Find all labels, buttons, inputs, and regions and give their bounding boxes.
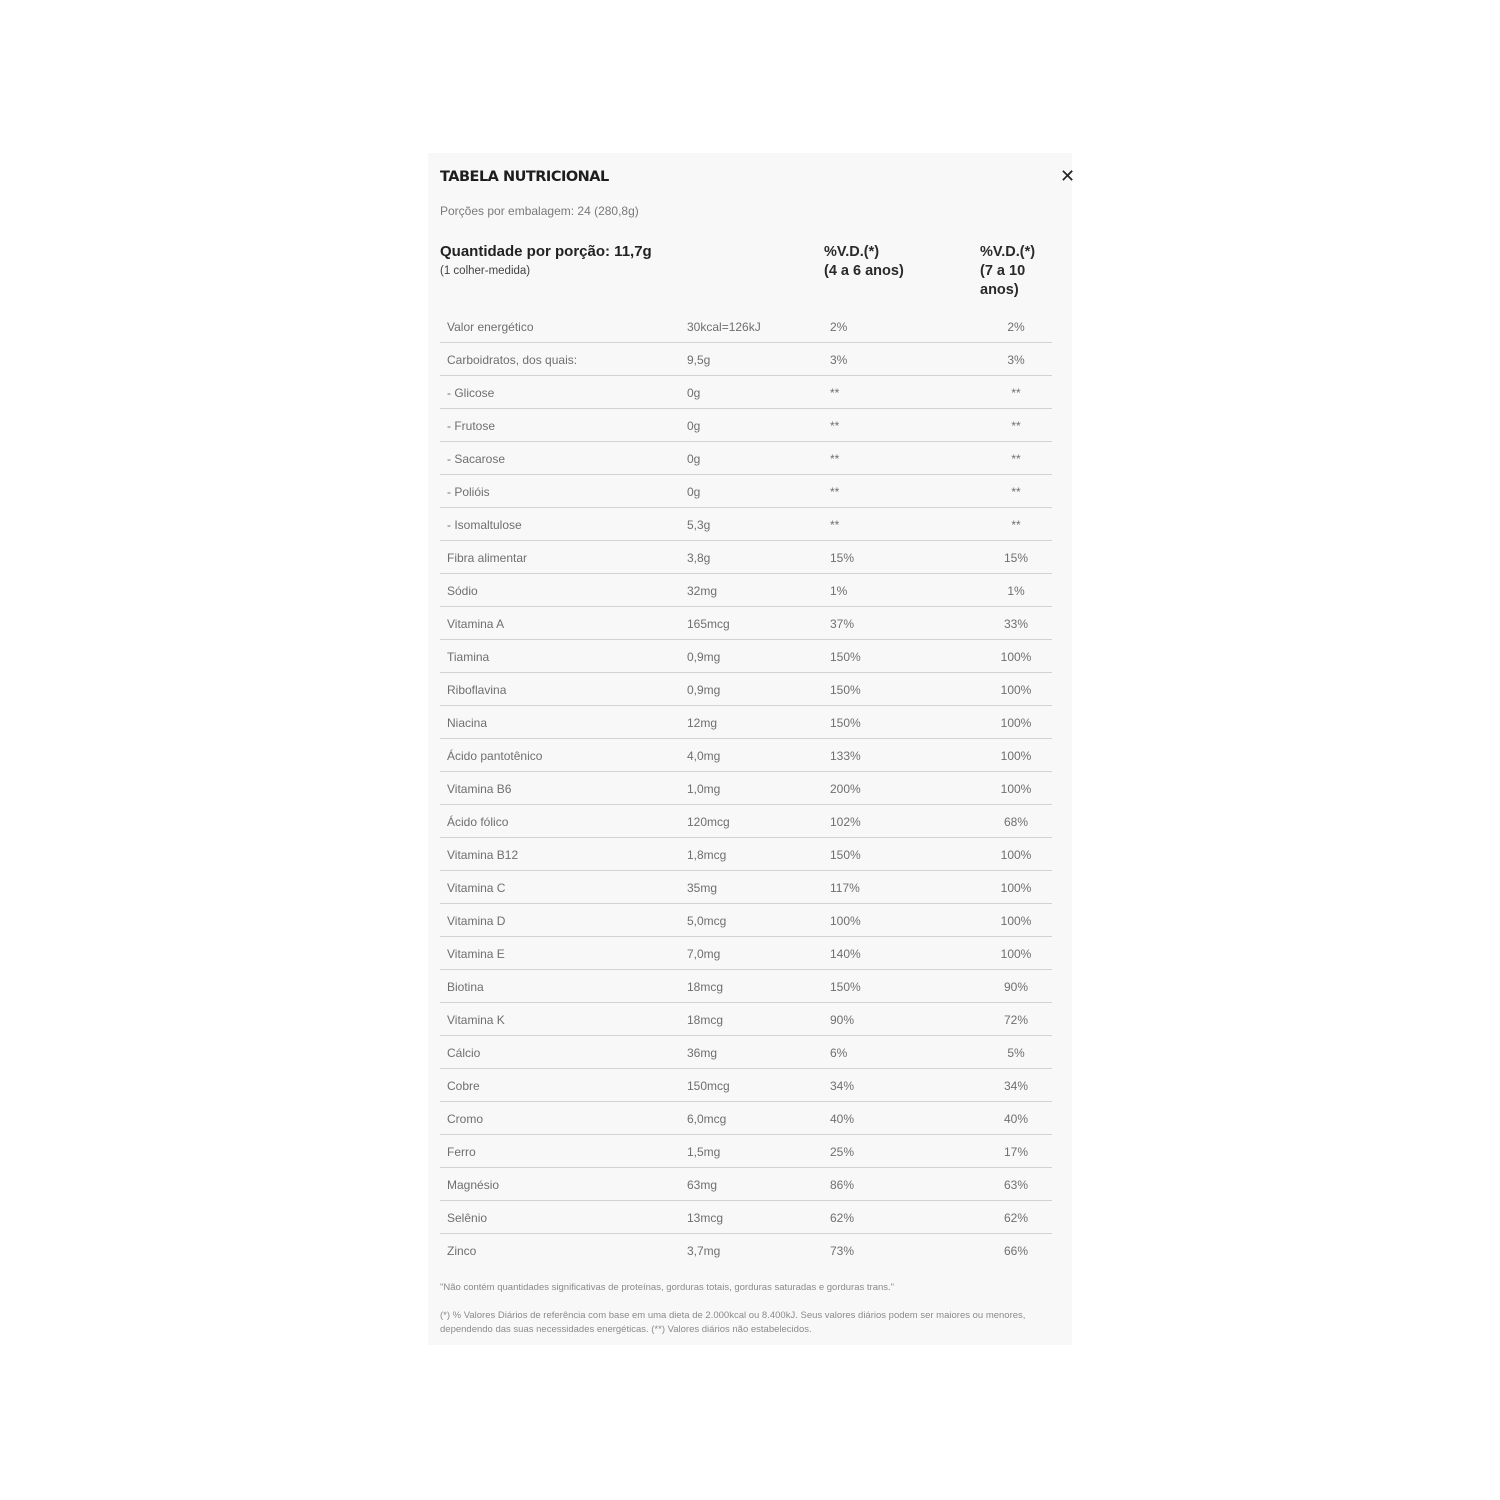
vd-4-6-value: 3% bbox=[830, 353, 848, 367]
vd-7-10-value: 100% bbox=[1000, 848, 1032, 862]
serving-quantity-header: Quantidade por porção: 11,7g bbox=[440, 243, 652, 260]
vd-4-6-value: 100% bbox=[830, 914, 861, 928]
nutrient-amount: 18mcg bbox=[687, 980, 724, 994]
nutrient-amount: 4,0mg bbox=[687, 749, 721, 763]
vd-7-10-value: 100% bbox=[1000, 716, 1032, 730]
table-row bbox=[440, 1168, 1052, 1201]
vd-7-10-value: 2% bbox=[1007, 320, 1025, 334]
nutrient-name: Cromo bbox=[447, 1112, 484, 1126]
table-row bbox=[440, 409, 1052, 442]
vd-4-6-value: ** bbox=[830, 419, 840, 433]
vd-4-6-value: 15% bbox=[830, 551, 855, 565]
table-row bbox=[440, 343, 1052, 376]
portions-text: Porções por embalagem: 24 (280,8g) bbox=[440, 204, 639, 218]
panel-title: TABELA NUTRICIONAL bbox=[440, 169, 609, 185]
table-row bbox=[440, 1201, 1052, 1234]
nutrient-amount: 0g bbox=[687, 485, 701, 499]
vd-4-6-value: 73% bbox=[830, 1244, 855, 1258]
nutrient-amount: 30kcal=126kJ bbox=[687, 320, 761, 334]
vd-4-6-value: 2% bbox=[830, 320, 848, 334]
nutrient-amount: 150mcg bbox=[687, 1079, 730, 1093]
table-row bbox=[440, 1036, 1052, 1069]
nutrient-amount: 165mcg bbox=[687, 617, 730, 631]
nutrient-name: - Isomaltulose bbox=[447, 518, 522, 532]
table-row bbox=[440, 640, 1052, 673]
nutrient-name: Vitamina B6 bbox=[447, 782, 512, 796]
vd-7-10-value: 100% bbox=[1000, 749, 1032, 763]
table-row bbox=[440, 706, 1052, 739]
vd-7-10-value: 100% bbox=[1000, 947, 1032, 961]
nutrient-name: Niacina bbox=[447, 716, 488, 730]
table-row bbox=[440, 508, 1052, 541]
nutrient-name: Selênio bbox=[447, 1211, 488, 1225]
nutrient-amount: 9,5g bbox=[687, 353, 711, 367]
nutrient-name: - Glicose bbox=[447, 386, 495, 400]
vd-4-6-value: 62% bbox=[830, 1211, 855, 1225]
vd-4-6-value: 1% bbox=[830, 584, 848, 598]
nutrient-amount: 0g bbox=[687, 386, 701, 400]
vd-4-6-value: 150% bbox=[830, 716, 861, 730]
nutrient-amount: 35mg bbox=[687, 881, 718, 895]
vd-7-10-value: 72% bbox=[1003, 1013, 1029, 1027]
nutrient-name: Vitamina D bbox=[447, 914, 506, 928]
table-row bbox=[440, 310, 1052, 343]
table-row bbox=[440, 1069, 1052, 1102]
nutrient-name: Valor energético bbox=[447, 320, 534, 334]
vd-7-10-value: 100% bbox=[1000, 782, 1032, 796]
nutrient-amount: 63mg bbox=[687, 1178, 718, 1192]
nutrient-amount: 36mg bbox=[687, 1046, 718, 1060]
nutrient-name: Riboflavina bbox=[447, 683, 507, 697]
table-row bbox=[440, 772, 1052, 805]
vd-4-6-value: 34% bbox=[830, 1079, 855, 1093]
vd-7-10-value: 90% bbox=[1003, 980, 1029, 994]
vd-4-6-value: 25% bbox=[830, 1145, 855, 1159]
footnote-daily-values: (*) % Valores Diários de referência com base em uma dieta de 2.000kcal ou 8.400kJ. Seus valores diários podem ser maiores ou menores, dependendo das suas necessidades energéticas. (**) Valores diários não estabelecidos. bbox=[440, 1310, 1026, 1335]
nutrient-name: Fibra alimentar bbox=[447, 551, 528, 565]
vd-4-6-value: 40% bbox=[830, 1112, 855, 1126]
vd-7-10-value: 68% bbox=[1003, 815, 1029, 829]
nutrient-amount: 13mcg bbox=[687, 1211, 724, 1225]
nutrient-name: Vitamina E bbox=[447, 947, 505, 961]
vd-4-6-value: 133% bbox=[830, 749, 861, 763]
nutrient-amount: 0,9mg bbox=[687, 683, 721, 697]
vd-7-10-value: 15% bbox=[1003, 551, 1029, 565]
vd-4-6-value: 150% bbox=[830, 683, 861, 697]
nutrient-name: Ácido pantotênico bbox=[447, 749, 543, 763]
table-row bbox=[440, 871, 1052, 904]
table-row bbox=[440, 970, 1052, 1003]
vd-4-6-value: 102% bbox=[830, 815, 861, 829]
nutrient-amount: 0,9mg bbox=[687, 650, 721, 664]
nutrient-amount: 12mg bbox=[687, 716, 718, 730]
vd-7-10-value: 40% bbox=[1003, 1112, 1029, 1126]
nutrient-amount: 0g bbox=[687, 452, 701, 466]
table-row bbox=[440, 904, 1052, 937]
vd-7-10-value: 62% bbox=[1003, 1211, 1029, 1225]
vd-7-10-value: 34% bbox=[1003, 1079, 1029, 1093]
vd-4-6-value: 150% bbox=[830, 848, 861, 862]
vd-4-6-value: 6% bbox=[830, 1046, 848, 1060]
vd-4-6-value: ** bbox=[830, 386, 840, 400]
table-row bbox=[440, 1135, 1052, 1168]
table-row bbox=[440, 442, 1052, 475]
nutrition-table bbox=[440, 310, 1052, 1266]
table-row bbox=[440, 475, 1052, 508]
table-row bbox=[440, 1003, 1052, 1036]
vd-4-6-value: 150% bbox=[830, 650, 861, 664]
nutrient-amount: 6,0mcg bbox=[687, 1112, 727, 1126]
nutrient-name: Vitamina A bbox=[447, 617, 505, 631]
table-row bbox=[440, 1102, 1052, 1135]
vd-7-10-value: ** bbox=[1011, 518, 1021, 532]
nutrient-amount: 0g bbox=[687, 419, 701, 433]
vd-4-6-value: 90% bbox=[830, 1013, 855, 1027]
vd-4-6-value: 140% bbox=[830, 947, 861, 961]
vd-4-6-value: ** bbox=[830, 452, 840, 466]
close-icon[interactable]: ✕ bbox=[1060, 166, 1076, 186]
vd-7-10-value: 100% bbox=[1000, 683, 1032, 697]
vd-7-10-value: 33% bbox=[1003, 617, 1029, 631]
vd-7-10-value: 100% bbox=[1000, 650, 1032, 664]
vd-7-10-value: 1% bbox=[1007, 584, 1025, 598]
vd-7-10-value: 66% bbox=[1003, 1244, 1029, 1258]
nutrient-amount: 3,8g bbox=[687, 551, 711, 565]
nutrient-name: - Frutose bbox=[447, 419, 496, 433]
footnote-no-significant: "Não contém quantidades significativas de proteínas, gorduras totais, gorduras saturadas e gorduras trans." bbox=[440, 1282, 895, 1293]
nutrient-name: Biotina bbox=[447, 980, 484, 994]
vd-7-10-value: 5% bbox=[1007, 1046, 1025, 1060]
nutrient-name: Ferro bbox=[447, 1145, 476, 1159]
table-row bbox=[440, 805, 1052, 838]
nutrient-name: Ácido fólico bbox=[447, 815, 509, 829]
vd-7-10-value: ** bbox=[1011, 419, 1021, 433]
vd-7-10-value: 100% bbox=[1000, 914, 1032, 928]
table-row bbox=[440, 673, 1052, 706]
vd-7-10-value: 100% bbox=[1000, 881, 1032, 895]
nutrient-amount: 5,3g bbox=[687, 518, 711, 532]
nutrient-name: Carboidratos, dos quais: bbox=[447, 353, 578, 367]
nutrient-name: Cálcio bbox=[447, 1046, 481, 1060]
table-row bbox=[440, 1234, 1052, 1266]
nutrition-panel bbox=[428, 153, 1076, 1345]
table-row bbox=[440, 739, 1052, 772]
nutrient-name: Magnésio bbox=[447, 1178, 500, 1192]
vd-4-6-value: ** bbox=[830, 485, 840, 499]
nutrient-name: Sódio bbox=[447, 584, 478, 598]
nutrient-amount: 7,0mg bbox=[687, 947, 721, 961]
table-row bbox=[440, 541, 1052, 574]
serving-quantity-sub: (1 colher-medida) bbox=[440, 265, 531, 277]
vd-4-6-value: 150% bbox=[830, 980, 861, 994]
table-row bbox=[440, 838, 1052, 871]
nutrient-amount: 1,0mg bbox=[687, 782, 721, 796]
nutrient-amount: 1,5mg bbox=[687, 1145, 721, 1159]
vd-4-6-value: 37% bbox=[830, 617, 855, 631]
nutrient-name: - Polióis bbox=[447, 485, 490, 499]
table-row bbox=[440, 376, 1052, 409]
vd-4-6-value: 117% bbox=[830, 881, 860, 895]
nutrient-name: Vitamina K bbox=[447, 1013, 505, 1027]
vd-7-10-value: 3% bbox=[1007, 353, 1025, 367]
vd-4-6-value: 86% bbox=[830, 1178, 855, 1192]
vd-4-6-value: ** bbox=[830, 518, 840, 532]
vd-header-7-10: %V.D.(*) (7 a 10 anos) bbox=[980, 244, 1036, 298]
vd-7-10-value: 17% bbox=[1003, 1145, 1029, 1159]
nutrient-name: Cobre bbox=[447, 1079, 480, 1093]
vd-7-10-value: ** bbox=[1011, 386, 1021, 400]
table-row bbox=[440, 574, 1052, 607]
nutrient-name: Vitamina B12 bbox=[447, 848, 519, 862]
nutrient-amount: 3,7mg bbox=[687, 1244, 721, 1258]
vd-header-4-6: %V.D.(*) (4 a 6 anos) bbox=[824, 244, 904, 279]
nutrient-amount: 5,0mcg bbox=[687, 914, 727, 928]
nutrient-amount: 18mcg bbox=[687, 1013, 724, 1027]
table-row bbox=[440, 937, 1052, 970]
nutrient-name: Vitamina C bbox=[447, 881, 506, 895]
nutrient-name: Tiamina bbox=[447, 650, 490, 664]
vd-7-10-value: ** bbox=[1011, 452, 1021, 466]
nutrient-amount: 1,8mcg bbox=[687, 848, 727, 862]
nutrient-amount: 120mcg bbox=[687, 815, 730, 829]
table-row bbox=[440, 607, 1052, 640]
vd-7-10-value: ** bbox=[1011, 485, 1021, 499]
vd-7-10-value: 63% bbox=[1003, 1178, 1029, 1192]
nutrient-name: - Sacarose bbox=[447, 452, 506, 466]
nutrient-name: Zinco bbox=[447, 1244, 477, 1258]
nutrient-amount: 32mg bbox=[687, 584, 718, 598]
vd-4-6-value: 200% bbox=[830, 782, 861, 796]
